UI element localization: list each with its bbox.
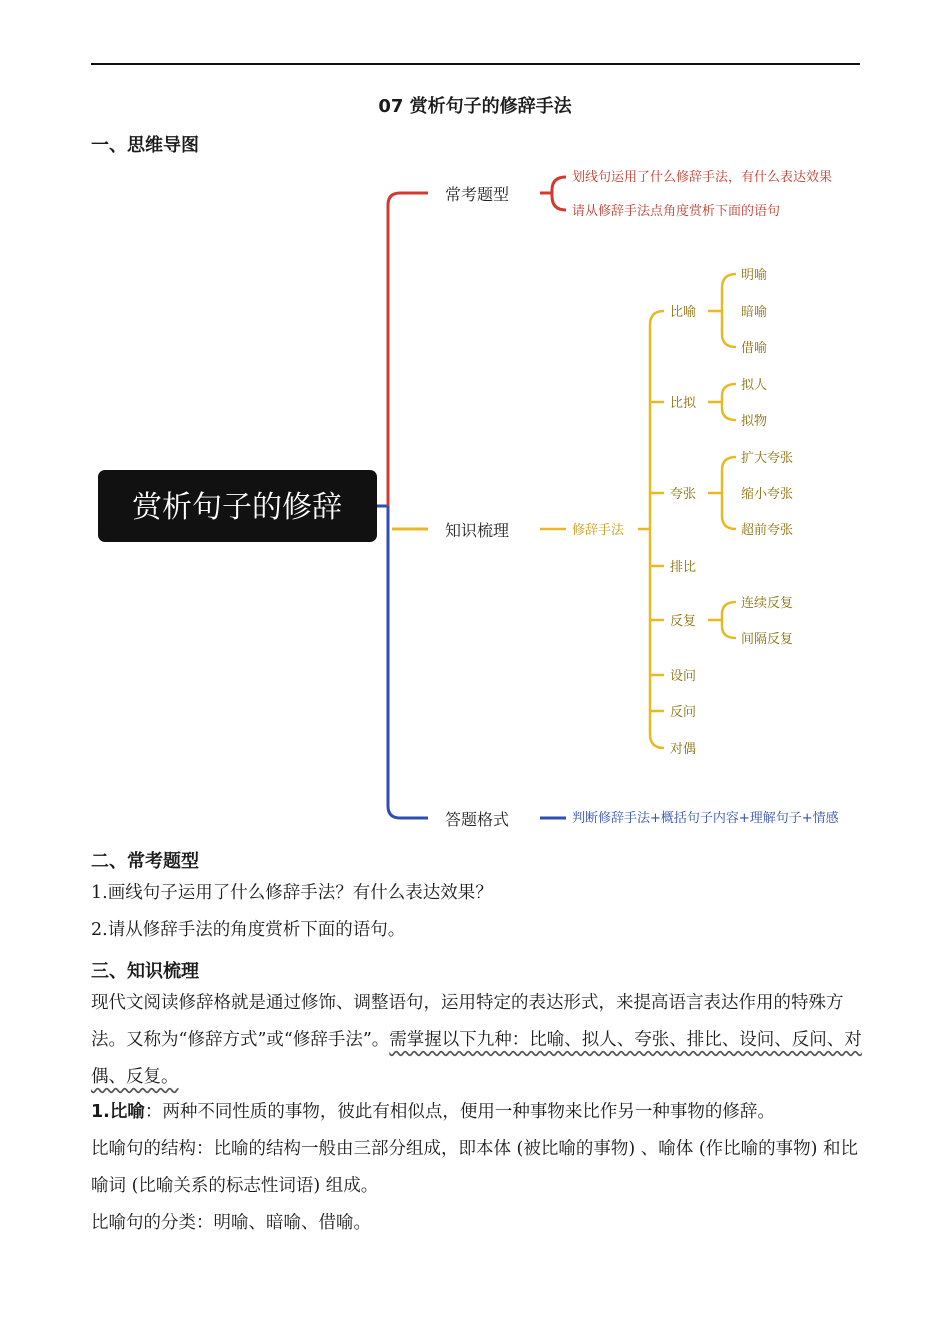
rhetoric-spine [650, 311, 664, 748]
exam-type-1: 划线句运用了什么修辞手法，有什么表达效果 [572, 170, 833, 185]
repetition-bracket [708, 602, 736, 638]
rhetoric-personification: 比拟 [670, 396, 697, 411]
rhetoric-counter-question: 反问 [670, 705, 697, 720]
metaphor-bracket [708, 274, 736, 347]
answer-format-text: 判断修辞手法+概括句子内容+理解句子+情感 [572, 811, 839, 826]
branch-knowledge: 知识梳理 [445, 521, 510, 540]
exam-type-2: 请从修辞手法点角度赏析下面的语句 [572, 204, 781, 219]
rhetoric-hyperbole: 夸张 [670, 487, 697, 502]
metaphor-types: 比喻句的分类：明喻、暗喻、借喻。 [91, 1213, 371, 1233]
root-node-label: 赏析句子的修辞 [132, 490, 342, 525]
metaphor-structure: 比喻句的结构：比喻的结构一般由三部分组成，即本体 (被比喻的事物) 、喻体 (作比喻的事物) 和比喻词 (比喻关系的标志性词语) 组成。 [91, 1139, 859, 1196]
branch-line-answer-format [388, 506, 428, 818]
personify-object: 拟物 [741, 414, 768, 429]
intro-text: 现代文阅读修辞格就是通过修饰、调整语句，运用特定的表达形式，来提高语言表达作用的特殊方法。又称为“修辞方式”或“修辞手法”。 [91, 993, 844, 1050]
hyperbole-expand: 扩大夸张 [741, 451, 794, 466]
branch-line-exam-types [388, 193, 428, 506]
metaphor-definition [91, 1094, 861, 1131]
rhetoric-parallelism: 排比 [670, 560, 697, 575]
intro-nine-types: 需掌握以下九种：比喻、拟人、夸张、排比、设问、反问、对偶、反复。 [91, 1030, 862, 1087]
rhetoric-rhetorical-question: 设问 [670, 669, 697, 684]
hyperbole-advance: 超前夸张 [741, 523, 794, 538]
metonymy: 借喻 [741, 341, 768, 356]
personification-bracket [708, 384, 736, 420]
knowledge-intro [91, 985, 863, 1096]
document-title: 07 赏析句子的修辞手法 [378, 96, 572, 117]
rhetoric-repetition: 反复 [670, 614, 697, 629]
branch-exam-types: 常考题型 [445, 185, 510, 204]
simile: 明喻 [741, 268, 768, 283]
rhetoric-ticks [650, 402, 664, 711]
hyperbole-shrink: 缩小夸张 [741, 487, 794, 502]
rhetoric-metaphor: 比喻 [670, 305, 697, 320]
metaphor-implicit: 暗喻 [741, 305, 768, 320]
exam-types-bracket [540, 177, 566, 210]
metaphor-def-text: ：两种不同性质的事物，彼此有相似点，便用一种事物来比作另一种事物的修辞。 [144, 1102, 775, 1122]
section-heading-knowledge: 三、知识梳理 [91, 961, 199, 982]
repetition-interval: 间隔反复 [741, 632, 794, 647]
question-1: 1.画线句子运用了什么修辞手法？有什么表达效果？ [91, 883, 493, 903]
hyperbole-bracket [708, 457, 736, 529]
rhetoric-antithesis: 对偶 [670, 742, 697, 757]
personify-human: 拟人 [741, 378, 768, 393]
section-heading-exam-types: 二、常考题型 [91, 851, 199, 872]
question-2: 2.请从修辞手法的角度赏析下面的语句。 [91, 920, 406, 940]
branch-answer-format: 答题格式 [445, 810, 510, 829]
section-heading-mindmap: 一、思维导图 [91, 135, 199, 156]
rhetoric-methods-label: 修辞手法 [572, 523, 625, 538]
metaphor-title: 1.比喻 [91, 1102, 145, 1122]
repetition-continuous: 连续反复 [741, 596, 794, 611]
